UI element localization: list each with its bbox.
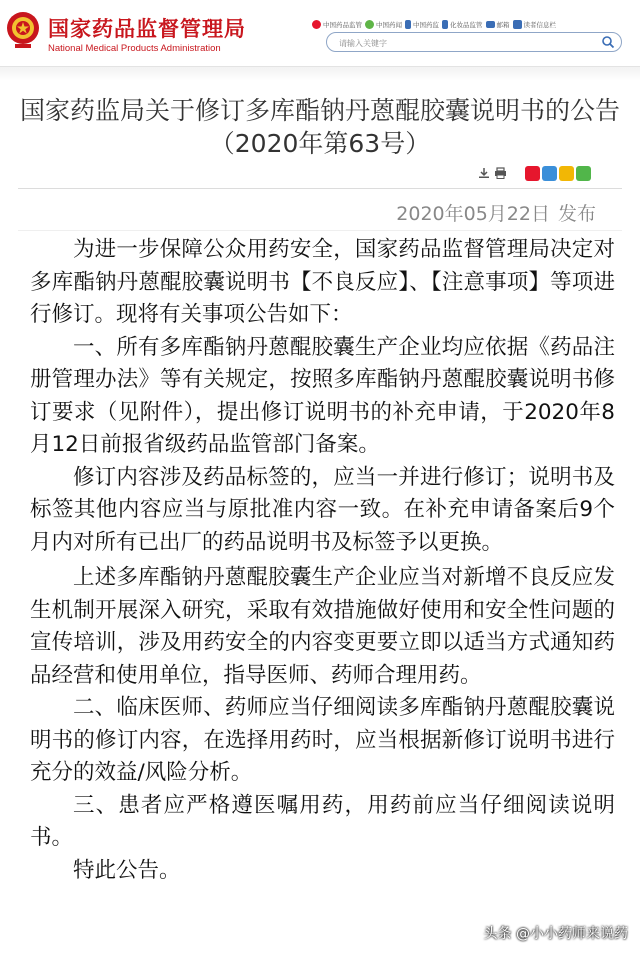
publish-label: 发布 [557,203,596,225]
article-paragraph: 修订内容涉及药品标签的，应当一并进行修订；说明书及标签其他内容应当与原批准内容一致。在补充申请备案后9个月内对所有已出厂的药品说明书及标签予以更换。 [30,464,615,555]
search-box [326,32,622,52]
article-paragraph: 二、临床医师、药师应当仔细阅读多库酯钠丹蒽醌胶囊说明书的修订内容，在选择用药时，应当根据新修订说明书进行充分的效益/风险分析。 [30,695,615,785]
watermark: 头条 @小小药师来说药 [483,926,628,942]
weibo-icon [312,20,321,29]
search-input[interactable] [337,35,591,51]
mail-icon [486,21,495,28]
site-name-cn[interactable]: 国家药品监督管理局 [48,17,246,41]
site-name-en: National Medical Products Administration [48,43,221,54]
weibo-share-icon[interactable] [525,166,540,181]
quicklink-weibo[interactable] [312,20,362,29]
header-quicklinks [312,17,637,31]
article-title: 国家药监局关于修订多库酯钠丹蒽醌胶囊说明书的公告（2020年第63号） [20,96,621,158]
quicklink-mail[interactable] [486,20,510,29]
quicklink-wechat[interactable] [365,20,402,29]
article-paragraph: 为进一步保障公众用药安全，国家药品监督管理局决定对多库酯钠丹蒽醌胶囊说明书【不良反应】、【注意事项】等项进行修订。现将有关事项公告如下： [30,237,615,327]
quicklink-label: 化妆品监管 [450,20,483,29]
print-icon[interactable] [494,167,507,179]
share-bar [525,166,591,181]
quicklink-label: 中国药监 [413,20,439,29]
quicklink-label: 中国药品监管 [323,20,362,29]
publish-date-line [396,199,596,226]
quicklink-label: 邮箱 [496,20,510,29]
tencent-share-icon[interactable] [542,166,557,181]
mobile-icon [442,20,448,29]
article-paragraph: 三、患者应严格遵医嘱用药，用药前应当仔细阅读说明书。 [30,792,615,850]
download-icon[interactable] [478,167,490,179]
quicklink-mobile-2[interactable] [442,20,483,29]
article-paragraph: 一、所有多库酯钠丹蒽醌胶囊生产企业均应依据《药品注册管理办法》等有关规定，按照多库酯钠丹蒽醌胶囊说明书修订要求（见附件），提出修订说明书的补充申请，于2020年8月12日前报省级药品监管部门备案。 [30,334,615,457]
national-emblem-icon[interactable] [6,10,40,50]
site-header [0,0,640,66]
qzone-share-icon[interactable] [559,166,574,181]
article-paragraph: 特此公告。 [73,857,181,883]
mobile-icon [405,20,411,29]
wechat-icon [365,20,374,29]
reader-icon [513,20,522,29]
quicklink-mobile-1[interactable] [405,20,439,29]
publish-date: 2020年05月22日 [396,203,550,225]
quicklink-reader[interactable] [513,20,557,29]
search-icon[interactable] [601,35,615,49]
article-tools [478,167,507,179]
date-divider [18,230,622,231]
header-shadow [0,67,640,81]
article-body [30,234,615,887]
quicklink-label: 读者信息栏 [523,20,556,29]
quicklink-label: 中国药闻 [376,20,402,29]
wechat-share-icon[interactable] [576,166,591,181]
title-divider [18,188,622,189]
article-paragraph: 上述多库酯钠丹蒽醌胶囊生产企业应当对新增不良反应发生机制开展深入研究，采取有效措施做好使用和安全性问题的宣传培训，涉及用药安全的内容变更要立即以适当方式通知药品经营和使用单位，指导医师、药师合理用药。 [30,565,615,688]
